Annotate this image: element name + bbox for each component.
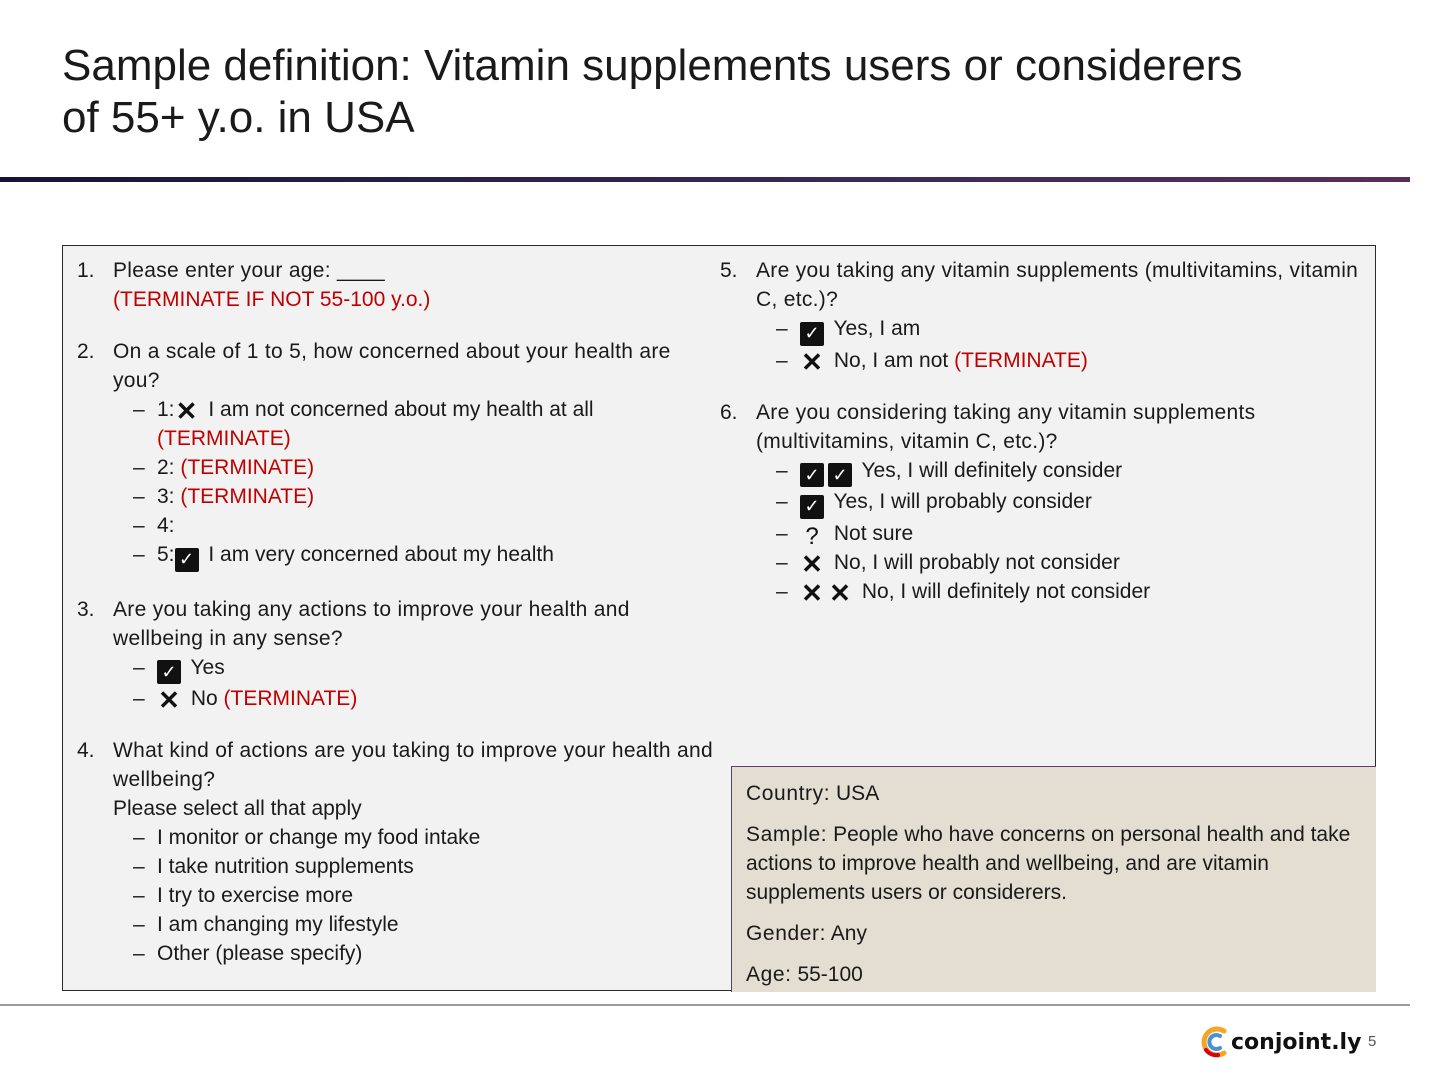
question-text: What kind of actions are you taking to improve your health and wellbeing? [113, 739, 713, 791]
page-title: Sample definition: Vitamin supplements users or considerers of 55+ y.o. in USA [62, 41, 1243, 142]
question-instruction: Please select all that apply [113, 797, 362, 820]
footer-divider [0, 1004, 1410, 1006]
option-item [756, 346, 1370, 375]
option-item [113, 910, 717, 939]
cross-icon: ✕ [175, 396, 198, 426]
option-item [113, 511, 717, 540]
option-item [756, 314, 1370, 346]
terminate-tag: (TERMINATE) [223, 687, 358, 710]
cross-icon: ✕ [801, 346, 823, 377]
option-item [113, 939, 717, 968]
option-text: No, I am not [833, 348, 949, 372]
option-content [798, 519, 913, 549]
bullet-dash: – [776, 551, 788, 574]
option-content [798, 346, 1088, 375]
check-icon: ✓ [800, 322, 824, 346]
option-content [798, 487, 1092, 519]
check-icon: ✓ [175, 548, 199, 572]
check-icon: ✓ [157, 660, 181, 684]
option-content [155, 852, 414, 881]
question-4 [77, 736, 717, 968]
option-text: I am not concerned about my health at all [208, 398, 594, 421]
question-body [756, 398, 1370, 607]
question-body [113, 256, 717, 314]
option-content [155, 511, 175, 540]
option-item [113, 453, 717, 482]
check-icon: ✓ [800, 495, 824, 519]
option-content [798, 577, 1150, 606]
option-content [155, 453, 314, 482]
option-item [756, 548, 1370, 577]
bullet-dash: – [133, 855, 145, 878]
option-content [798, 314, 920, 346]
question-body [113, 736, 717, 968]
summary-country: Country: USA [746, 782, 880, 805]
question-body [113, 337, 717, 572]
option-item [756, 577, 1370, 606]
terminate-note: (TERMINATE IF NOT 55-100 y.o.) [113, 288, 431, 311]
option-text: Not sure [833, 521, 914, 545]
summary-sample: Sample: People who have concerns on personal health and take actions to improve health and wellbeing, and are vitamin supplements users or considerers. [746, 823, 1351, 904]
questions-right-column [720, 256, 1370, 629]
option-item [113, 684, 717, 713]
bullet-dash: – [133, 913, 145, 936]
check-icon: ✓ [828, 463, 852, 487]
question-text: On a scale of 1 to 5, how concerned about your health are you? [113, 340, 671, 392]
option-item [756, 456, 1370, 488]
question-number: 3. [77, 597, 95, 621]
option-content [155, 684, 357, 713]
sample-summary-box [731, 766, 1376, 992]
option-item [113, 653, 717, 685]
bullet-dash: – [776, 317, 788, 340]
bullet-dash: – [133, 456, 145, 479]
question-number: 6. [720, 400, 738, 424]
question-5 [720, 256, 1370, 375]
question-3 [77, 595, 717, 714]
option-text: Yes, I am [833, 317, 921, 340]
option-prefix: 1: [157, 398, 175, 421]
option-list [113, 823, 717, 968]
option-item [113, 482, 717, 511]
bullet-dash: – [133, 884, 145, 907]
option-text: Yes [190, 655, 225, 679]
option-text: Yes, I will probably consider [833, 490, 1092, 513]
option-list [756, 314, 1370, 375]
cross-icon: ✕ [801, 549, 823, 579]
option-item [113, 823, 717, 852]
questions-left-column [77, 256, 717, 991]
option-text: I am very concerned about my health [208, 543, 554, 566]
title-divider [0, 177, 1410, 182]
option-item [113, 852, 717, 881]
option-content [155, 881, 353, 910]
page-number: 5 [1368, 1033, 1377, 1050]
option-text: Yes, I will definitely consider [861, 458, 1123, 482]
question-body [113, 595, 717, 714]
terminate-tag: (TERMINATE) [180, 485, 315, 508]
terminate-tag: (TERMINATE) [954, 348, 1088, 372]
bullet-dash: – [133, 942, 145, 965]
option-item [756, 487, 1370, 519]
option-content [155, 939, 362, 968]
option-text: No, I will definitely not consider [861, 580, 1151, 603]
question-text: Are you considering taking any vitamin supplements (multivitamins, vitamin C, etc.)? [756, 400, 1256, 453]
question-number: 2. [77, 340, 95, 363]
question-icon: ? [805, 522, 819, 550]
option-prefix: 2: [157, 456, 175, 479]
cross-icon: ✕ [158, 685, 180, 715]
option-content [155, 910, 399, 939]
bullet-dash: – [133, 485, 145, 508]
option-content [155, 395, 717, 453]
option-item [756, 519, 1370, 549]
option-item [113, 881, 717, 910]
summary-age: Age: 55-100 [746, 963, 863, 986]
option-item [113, 540, 717, 572]
question-number: 4. [77, 739, 95, 762]
conjointly-logo-icon [1200, 1026, 1228, 1058]
bullet-dash: – [776, 580, 788, 603]
question-text: Are you taking any actions to improve your health and wellbeing in any sense? [113, 597, 630, 650]
option-prefix: 5: [157, 543, 175, 566]
option-list [113, 395, 717, 572]
option-text: I am changing my lifestyle [157, 913, 399, 936]
bullet-dash: – [776, 490, 788, 513]
option-content [155, 482, 314, 511]
bullet-dash: – [133, 398, 145, 421]
check-icon: ✓ [800, 463, 824, 487]
bullet-dash: – [776, 348, 788, 372]
question-6 [720, 398, 1370, 607]
bullet-dash: – [133, 655, 145, 679]
option-content [155, 540, 554, 572]
option-prefix: 4: [157, 514, 175, 537]
cross-icon: ✕ [829, 578, 851, 608]
question-1 [77, 256, 717, 314]
question-number: 5. [720, 259, 738, 282]
option-text: I take nutrition supplements [157, 855, 414, 878]
summary-gender: Gender: Any [746, 922, 867, 945]
terminate-tag: (TERMINATE) [180, 456, 315, 479]
conjointly-logo: conjoint.ly [1200, 1026, 1361, 1058]
option-list [756, 456, 1370, 607]
option-content [155, 653, 225, 685]
option-content [155, 823, 480, 852]
questionnaire-panel [62, 245, 1376, 991]
option-item [113, 395, 717, 453]
option-content [798, 456, 1122, 488]
bullet-dash: – [133, 826, 145, 849]
question-body [756, 256, 1370, 375]
cross-icon: ✕ [801, 578, 823, 608]
option-list [113, 653, 717, 714]
option-text: I try to exercise more [157, 884, 354, 907]
bullet-dash: – [133, 543, 145, 566]
option-prefix: 3: [157, 485, 175, 508]
bullet-dash: – [776, 458, 788, 482]
terminate-tag: (TERMINATE) [157, 427, 291, 450]
bullet-dash: – [133, 687, 145, 710]
question-number: 1. [77, 259, 95, 282]
option-text: No [190, 687, 218, 710]
question-text: Are you taking any vitamin supplements (multivitamins, vitamin C, etc.)? [756, 259, 1359, 311]
option-text: No, I will probably not consider [833, 551, 1120, 574]
bullet-dash: – [776, 521, 788, 545]
question-text: Please enter your age: ____ [113, 259, 385, 282]
bullet-dash: – [133, 514, 145, 537]
question-2 [77, 337, 717, 572]
option-text: I monitor or change my food intake [157, 826, 481, 849]
option-content [798, 548, 1120, 577]
option-text: Other (please specify) [157, 942, 363, 965]
